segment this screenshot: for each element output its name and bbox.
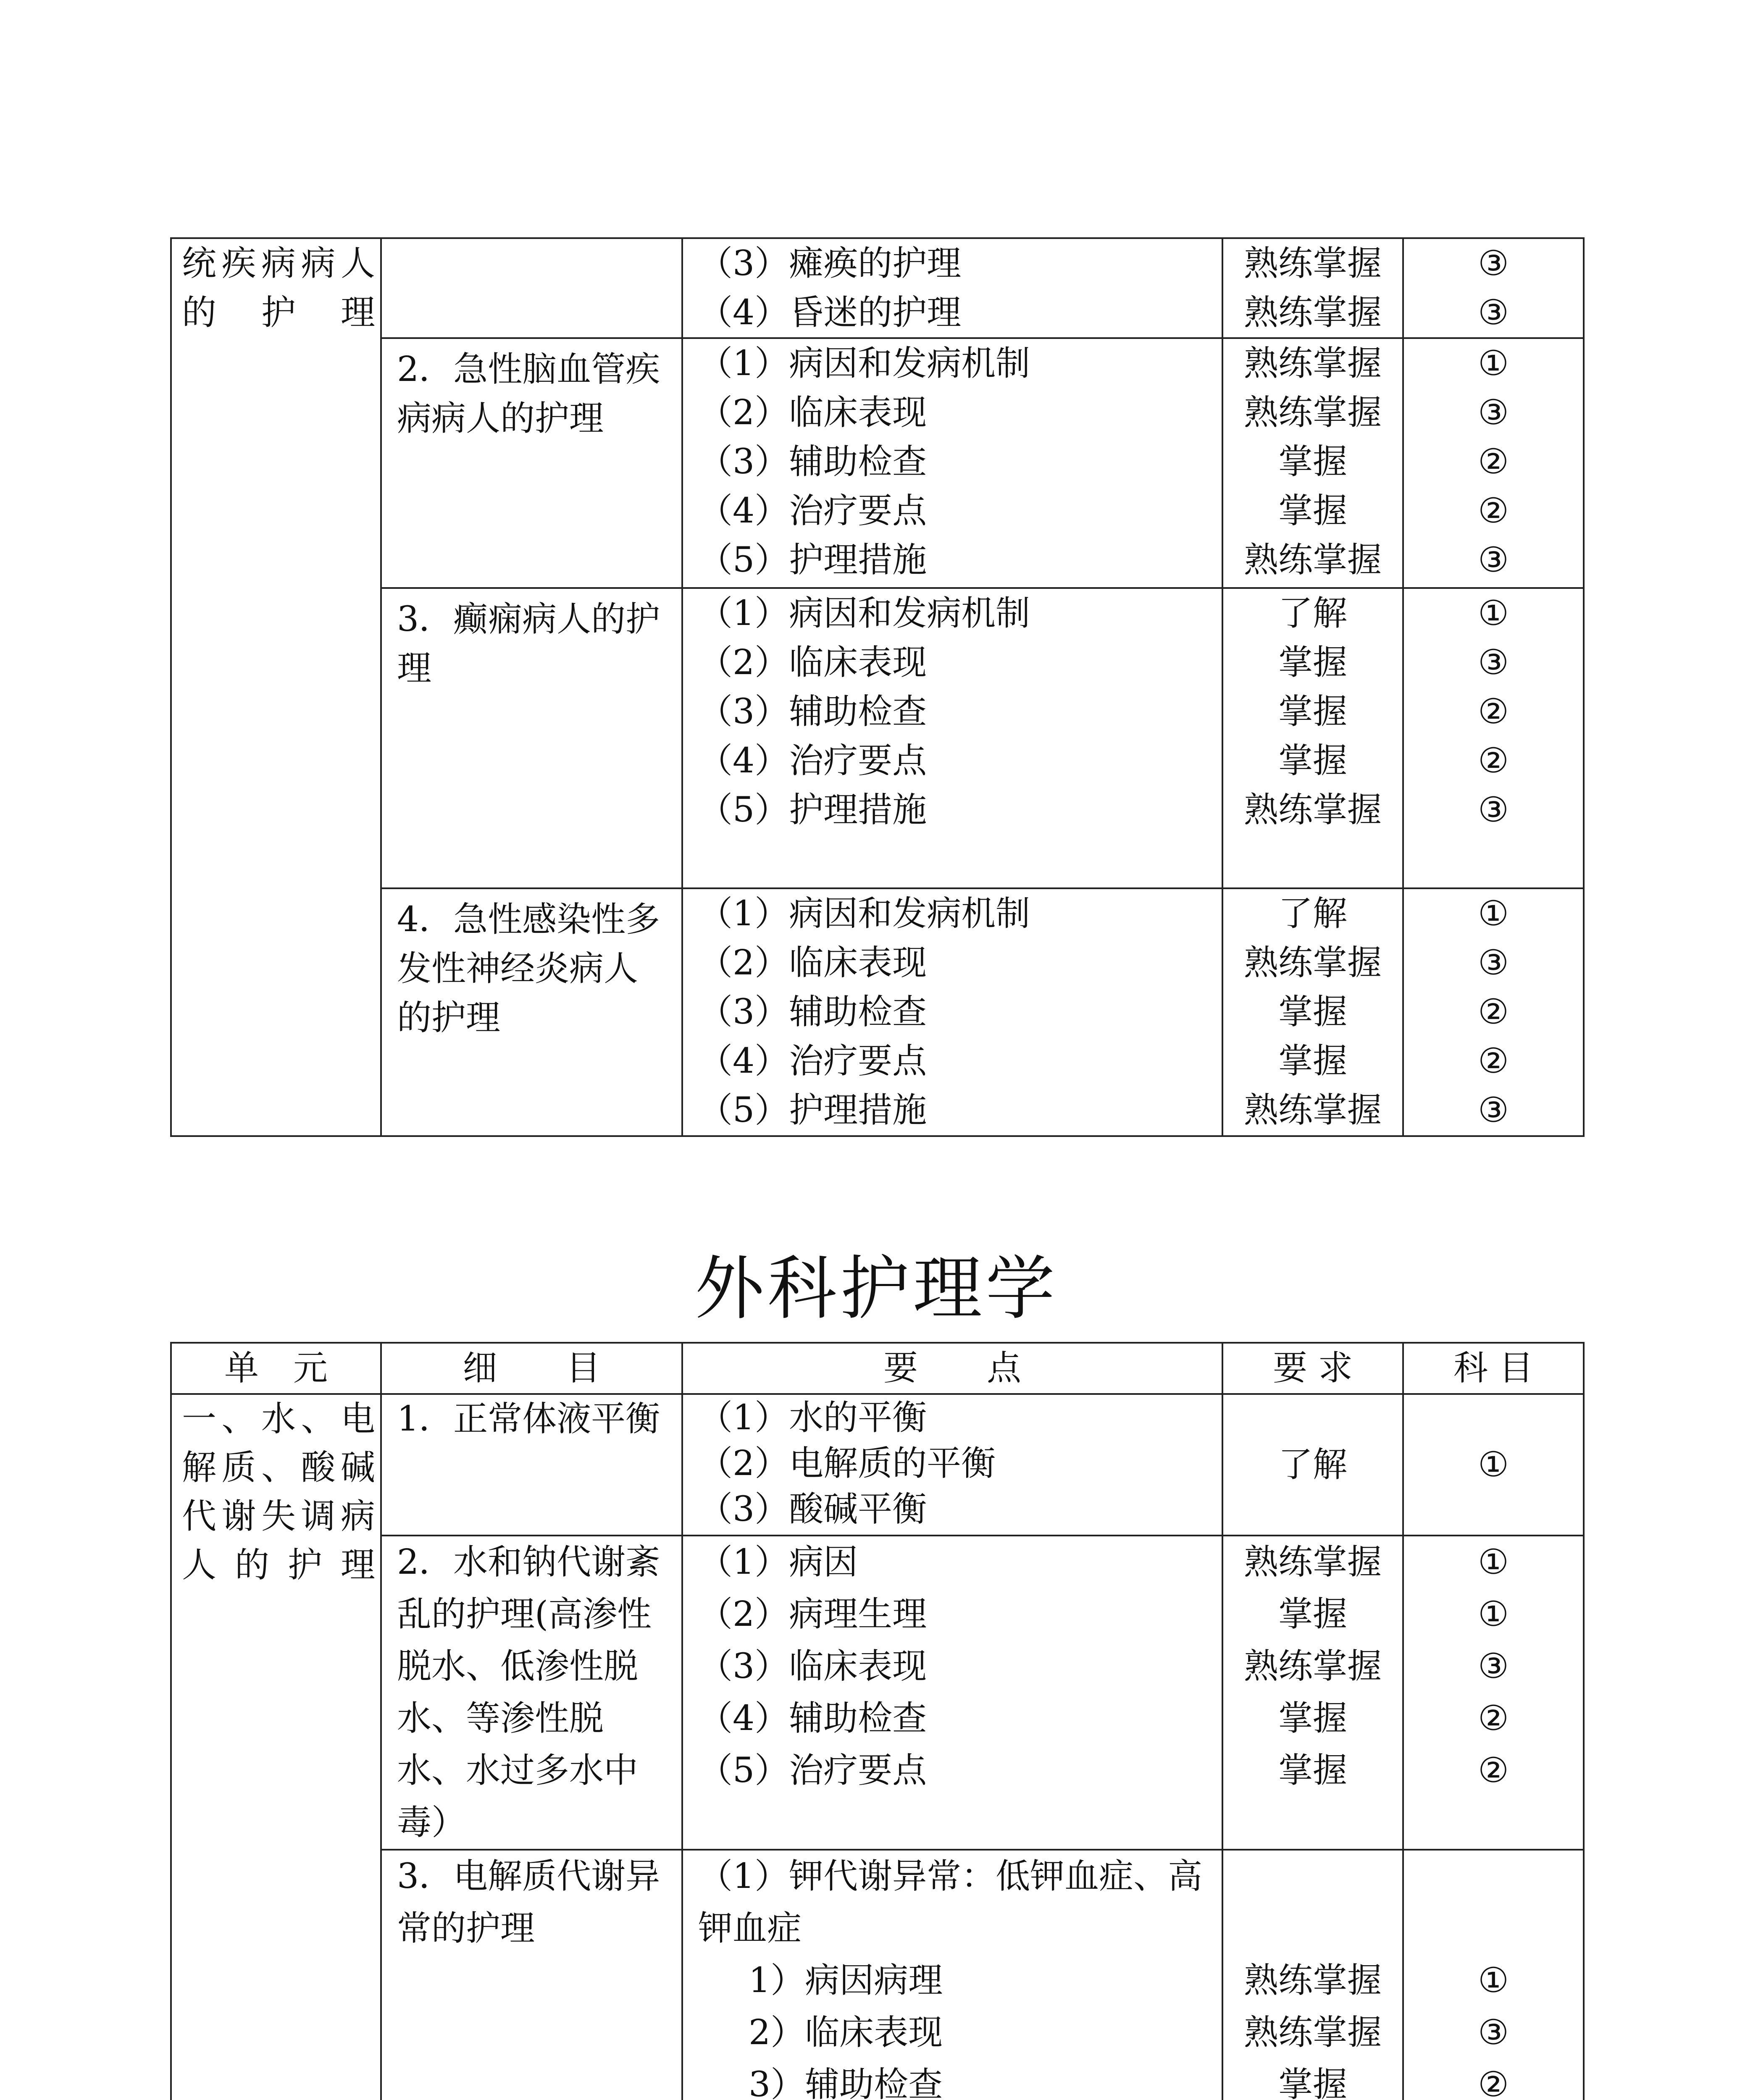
subject-item: ② (1478, 741, 1509, 781)
requirement-item: 掌握 (1278, 491, 1347, 531)
subject-item: ② (1478, 692, 1509, 732)
requirement-item: 熟练掌握 (1243, 344, 1382, 383)
subject-item: ③ (1478, 244, 1509, 284)
unit-cell: 统疾病病人的护理 (171, 238, 381, 1136)
table-row (171, 338, 1584, 588)
subject-cell (1403, 238, 1584, 338)
table-row (171, 1536, 1584, 1850)
point-item: （2）病理生理 (698, 1594, 927, 1634)
sub-cell: 1．正常体液平衡 (381, 1394, 682, 1536)
sub-cell (381, 238, 682, 338)
points-cell (682, 888, 1222, 1136)
header-unit: 单 元 (171, 1343, 381, 1394)
table-header-row (171, 1343, 1584, 1394)
subject-item: ③ (1478, 943, 1509, 983)
sub-cell: 2．急性脑血管疾病病人的护理 (381, 338, 682, 588)
points-cell (682, 1394, 1222, 1536)
point-item: 1）病因病理 (749, 1961, 943, 2000)
points-cell (682, 338, 1222, 588)
point-item: （1）病因和发病机制 (698, 894, 1030, 934)
requirement-cell (1222, 1536, 1403, 1850)
point-item: （5）护理措施 (698, 1090, 927, 1130)
requirement-cell (1222, 238, 1403, 338)
requirement-item: 熟练掌握 (1243, 1961, 1382, 2000)
point-item: （2）临床表现 (698, 943, 927, 983)
requirement-item: 掌握 (1278, 442, 1347, 482)
requirement-item: 熟练掌握 (1243, 790, 1382, 830)
point-item: （2）电解质的平衡 (698, 1444, 996, 1483)
requirement-item: 熟练掌握 (1243, 540, 1382, 580)
subject-item: ③ (1478, 1646, 1509, 1686)
header-requirement: 要 求 (1222, 1343, 1403, 1394)
subject-item: ② (1478, 491, 1509, 531)
requirement-item: 熟练掌握 (1243, 293, 1382, 333)
table-row (171, 1394, 1584, 1536)
point-item: （3）瘫痪的护理 (698, 244, 962, 284)
point-item: （5）护理措施 (698, 540, 927, 580)
requirement-item: 掌握 (1278, 2065, 1347, 2100)
points-cell (682, 1850, 1222, 2100)
point-item: （1）病因和发病机制 (698, 344, 1030, 383)
point-item: （4）治疗要点 (698, 1041, 927, 1081)
requirement-item: 熟练掌握 (1243, 1090, 1382, 1130)
requirement-item: 了解 (1278, 894, 1347, 934)
point-item: （5）治疗要点 (698, 1751, 927, 1790)
subject-cell (1403, 888, 1584, 1136)
subject-cell (1403, 1850, 1584, 2100)
subject-item: ① (1478, 344, 1509, 383)
requirement-cell (1222, 588, 1403, 888)
point-item: （3）酸碱平衡 (698, 1489, 927, 1529)
table-row (171, 888, 1584, 1136)
subject-item: ① (1478, 1542, 1509, 1582)
requirement-item: 掌握 (1278, 992, 1347, 1032)
requirement-cell (1222, 338, 1403, 588)
requirement-item: 熟练掌握 (1243, 244, 1382, 284)
table-continued (170, 237, 1585, 1137)
header-points: 要 点 (682, 1343, 1222, 1394)
requirement-item: 掌握 (1278, 1698, 1347, 1738)
subject-cell (1403, 338, 1584, 588)
sub-cell: 3．癫痫病人的护理 (381, 588, 682, 888)
requirement-item: 熟练掌握 (1243, 2013, 1382, 2053)
sub-cell: 3．电解质代谢异常的护理 (381, 1850, 682, 2100)
table-row (171, 1850, 1584, 2100)
point-item: （1）水的平衡 (698, 1398, 927, 1438)
subject-item: ③ (1478, 540, 1509, 580)
requirement-cell (1222, 888, 1403, 1136)
requirement-item: 掌握 (1278, 1751, 1347, 1790)
point-item: （3）临床表现 (698, 1646, 927, 1686)
point-item: （4）治疗要点 (698, 741, 927, 781)
requirement-item: 掌握 (1278, 741, 1347, 781)
subject-item: ① (1478, 894, 1509, 934)
requirement-item: 熟练掌握 (1243, 943, 1382, 983)
point-item: 2）临床表现 (749, 2013, 943, 2053)
subject-item: ② (1478, 1041, 1509, 1081)
subject-item: ① (1478, 1961, 1509, 2000)
point-item: （3）辅助检查 (698, 992, 927, 1032)
subject-item: ① (1478, 593, 1509, 633)
requirement-item: 掌握 (1278, 1594, 1347, 1634)
point-item: （4）治疗要点 (698, 491, 927, 531)
subject-item: ③ (1478, 293, 1509, 333)
sub-cell: 2．水和钠代谢紊乱的护理(高渗性脱水、低渗性脱水、等渗性脱水、水过多水中毒） (381, 1536, 682, 1850)
subject-item: ③ (1478, 393, 1509, 433)
requirement-item: 熟练掌握 (1243, 1646, 1382, 1686)
point-item: （3）辅助检查 (698, 442, 927, 482)
subject-item: ② (1478, 442, 1509, 482)
points-cell (682, 238, 1222, 338)
table-row (171, 588, 1584, 888)
requirement-cell: 了解 (1222, 1394, 1403, 1536)
point-item: （3）辅助检查 (698, 692, 927, 732)
point-item: （1）病因和发病机制 (698, 593, 1030, 633)
header-item: 细 目 (381, 1343, 682, 1394)
subject-item: ② (1478, 992, 1509, 1032)
point-item: （4）辅助检查 (698, 1698, 927, 1738)
requirement-item: 掌握 (1278, 1041, 1347, 1081)
header-subject: 科 目 (1403, 1343, 1584, 1394)
subject-item: ② (1478, 2065, 1509, 2100)
table-row (171, 238, 1584, 338)
point-item: （2）临床表现 (698, 643, 927, 682)
points-cell (682, 588, 1222, 888)
subject-item: ③ (1478, 1090, 1509, 1130)
point-lead: （1）钾代谢异常：低钾血症、高钾血症 (698, 1856, 1203, 1948)
section-title: 外科护理学 (695, 1248, 1058, 1329)
subject-cell: ① (1403, 1394, 1584, 1536)
requirement-item: 熟练掌握 (1243, 1542, 1382, 1582)
subject-item: ③ (1478, 2013, 1509, 2053)
requirement-item: 掌握 (1278, 692, 1347, 732)
unit-cell: 一、水、电解质、酸碱代谢失调病人的护理 (171, 1394, 381, 2100)
requirement-cell (1222, 1850, 1403, 2100)
point-item: （5）护理措施 (698, 790, 927, 830)
subject-cell (1403, 1536, 1584, 1850)
subject-cell (1403, 588, 1584, 888)
subject-item: ② (1478, 1698, 1509, 1738)
surgical-nursing-table (170, 1342, 1585, 2100)
point-item: （1）病因 (698, 1542, 858, 1582)
point-item: （2）临床表现 (698, 393, 927, 433)
sub-cell: 4．急性感染性多发性神经炎病人的护理 (381, 888, 682, 1136)
subject-item: ③ (1478, 643, 1509, 682)
subject-item: ② (1478, 1751, 1509, 1790)
requirement-item: 了解 (1278, 593, 1347, 633)
subject-item: ① (1478, 1594, 1509, 1634)
point-item: 3）辅助检查 (749, 2065, 943, 2100)
point-item: （4）昏迷的护理 (698, 293, 962, 333)
subject-item: ③ (1478, 790, 1509, 830)
requirement-item: 熟练掌握 (1243, 393, 1382, 433)
points-cell (682, 1536, 1222, 1850)
requirement-item: 掌握 (1278, 643, 1347, 682)
